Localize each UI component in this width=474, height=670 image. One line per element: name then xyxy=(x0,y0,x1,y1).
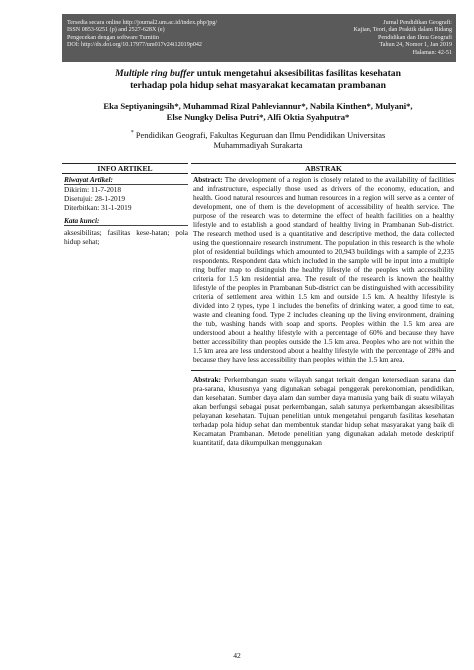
article-info-column xyxy=(62,163,188,246)
abstract-heading: ABSTRAK xyxy=(191,163,456,174)
title-italic: Multiple ring buffer xyxy=(115,68,195,79)
title-line2: terhadap pola hidup sehat masyarakat kecamatan prambanan xyxy=(130,80,386,91)
header-journal-info xyxy=(292,20,452,57)
header-publication-info xyxy=(67,20,277,50)
header-journal-subtitle: Kajian, Teori, dan Praktik dalam Bidang xyxy=(353,27,452,34)
article-info-heading: INFO ARTIKEL xyxy=(62,163,188,174)
abstract-column xyxy=(191,163,456,447)
affiliation-line1: Pendidikan Geografi, Fakultas Keguruan dan Ilmu Pendidikan Universitas xyxy=(135,130,386,140)
received-date: Dikirim: 11-7-2018 xyxy=(64,185,122,194)
published-date: Diterbitkan: 31-1-2019 xyxy=(64,203,132,212)
keywords-label: Kata kunci: xyxy=(64,216,188,226)
header-turnitin: Pengecekan dengan software Turnitin xyxy=(67,34,159,41)
abstract-english xyxy=(191,174,456,371)
header-issn: ISSN 0853-9251 (p) and 2527-628X (e) xyxy=(67,27,165,34)
history-label: Riwayat Artikel: xyxy=(64,175,188,185)
authors-line2: Else Nungky Delisa Putri*, Alfi Oktia Syahputra* xyxy=(166,112,350,122)
paper-title xyxy=(60,68,456,92)
keywords-text: aksesibilitas; fasilitas kese-hatan; pola hidup sehat; xyxy=(64,228,188,246)
affiliation-marker: * xyxy=(130,130,134,136)
abstract-en-label: Abstract: xyxy=(193,175,223,184)
affiliation xyxy=(60,128,456,152)
author-list xyxy=(60,101,456,123)
authors-line1: Eka Septiyaningsih*, Muhammad Rizal Pahleviannur*, Nabila Kinthen*, Mulyani*, xyxy=(103,101,413,111)
journal-header xyxy=(62,14,456,62)
header-journal-name: Jurnal Pendidikan Geografi: xyxy=(383,20,452,26)
header-volume: Tahun 24, Nomor 1, Jan 2019 xyxy=(379,42,452,49)
header-doi: DOI: http://dx.doi.org/10.17977/um017v24i12019p042 xyxy=(67,42,202,49)
header-online-url: Tersedia secara online http://journal2.um.ac.id/index.php/jpg/ xyxy=(67,20,218,26)
abstract-id-label: Abstrak: xyxy=(193,375,221,384)
page-number: 42 xyxy=(233,651,241,660)
header-pages: Halaman: 42-51 xyxy=(412,49,452,56)
title-line1-rest: untuk mengetahui aksesibilitas fasilitas kesehatan xyxy=(194,68,401,79)
header-journal-field: Pendidikan dan Ilmu Geografi xyxy=(378,34,452,41)
abstract-indonesian xyxy=(191,371,456,447)
affiliation-line2: Muhammadiyah Surakarta xyxy=(213,141,303,151)
abstract-en-text: The development of a region is closely related to the availability of facilities and infrastructure, especially those used as drivers of the economy, education, and health. Good natural resources and human resources in a region will serve as a center of development, one of them is the development of accessibility of health service. The purpose of the research was to determine the effect of health facilities on a healthy lifestyle and to establish a good standard of healthy living in Prambanan Sub-district. The research method used is a quantitative and descriptive method, the data collected using the questionnaire research instrument. The population in this research is the whole plot of residential buildings which amounted to 20,943 buildings with a sample of 2,235 respondents. Respondent data which included in the sample will be input into a multiple ring buffer map to distinguish the healthy lifestyle of the peoples with accessibility criteria for 1.5 km residential area. The result of the research is known the healthy lifestyle of the peoples in Prambanan Sub-district can be distinguished with accessibility criteria of settlement area within 1.5 km and outside 1.5 km. A healthy lifestyle is divided into 2 types, type 1 includes the benefits of drinking water, a good time to eat, waste and cleaning food. Type 2 includes cleaning up the living environment, draining the tub, washing hands with soap and sports. Peoples within the 1.5 km area are understood about a healthy lifestyle with a percentage of 60% and because they have better accessibility than peoples outside the 1.5 km area. Peoples who are not within the 1.5 km area are less understood about a healthy lifestyle with the percentage of 28% and because they have less accessibility than peoples within the 1.5 km area. xyxy=(193,175,454,364)
abstract-id-text: Perkembangan suatu wilayah sangat terkait dengan ketersediaan sarana dan pra-sarana, khususnya yang digunakan sebagai penggerak perekonomian, pendidikan, dan kesehatan. Sumber daya alam dan sumber daya manusia yang baik di suatu wilayah akan berfungsi sebagai pusat perkembangan, salah satunya perkembangan aksesibilitas pelayanan kesehatan. Tujuan penelitian untuk mengetahui pengaruh fasilitas kesehatan terhadap pola hidup sehat dan membentuk standar hidup sehat masyarakat yang baik di Kecamatan Prambanan. Metode penelitian yang digunakan adalah metode deskriptif kuantitatif, data dikumpulkan menggunakan xyxy=(193,375,454,447)
accepted-date: Disetujui: 28-1-2019 xyxy=(64,194,126,203)
